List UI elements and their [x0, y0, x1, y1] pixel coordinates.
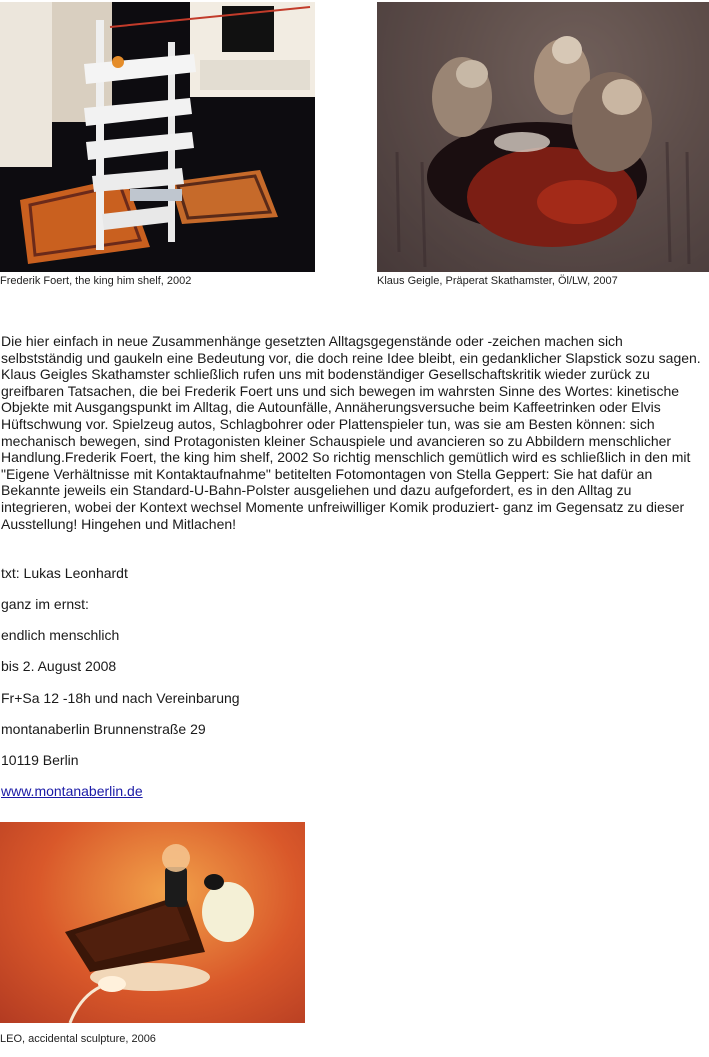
lamp-caption: LEO, accidental sculpture, 2006	[0, 1033, 156, 1045]
exhibition-title: endlich menschlich	[1, 627, 120, 643]
shelf-sculpture-graphic	[0, 2, 315, 272]
lamp-sculpture-graphic	[0, 822, 305, 1023]
venue-address: montanaberlin Brunnenstraße 29	[1, 721, 206, 737]
hamster-painting-graphic	[377, 2, 709, 272]
opening-hours: Fr+Sa 12 -18h und nach Vereinbarung	[1, 690, 240, 706]
shelf-sculpture-photo	[0, 2, 315, 272]
article-author: txt: Lukas Leonhardt	[1, 565, 128, 581]
hamster-painting-photo	[377, 2, 709, 272]
exhibition-subtitle: ganz im ernst:	[1, 596, 89, 612]
website-link[interactable]: www.montanaberlin.de	[1, 783, 143, 799]
exhibition-dates: bis 2. August 2008	[1, 658, 117, 674]
lamp-sculpture-photo	[0, 822, 305, 1023]
article-paragraph: Die hier einfach in neue Zusammenhänge gesetzten Alltagsgegenstände oder -zeichen machen sich selbstständig und gaukeln eine Bedeutung vor, die doch reine Idee bleibt, ein gedanklicher Slapstick sozu sagen. Klaus Geigles Skathamster schließlich rufen uns mit bodenständiger Gesellschaftskritik wieder zurück zu greifbaren Tatsachen, die bei Frederik Foert uns und sich bewegen im wahrsten Sinne des Wortes: kinetische Objekte mit Ausgangspunkt im Alltag, die Autounfälle, Annäherungsversuche beim Kaffeetrinken oder Elvis Hüftschwung vor. Spielzeug autos, Schlagbohrer oder Plattenspieler tun, was sie am Besten können: sich mechanisch bewegen, sind Protagonisten kleiner Schauspiele und avancieren so zu Abbildern menschlicher Handlung.Frederik Foert, the king him shelf, 2002 So richtig menschlich gemütlich wird es schließlich in den mit "Eigene Verhältnisse mit Kontaktaufnahme" betitelten Fotomontagen von Stella Geppert: Sie hat dafür an Bekannte jeweils ein Standard-U-Bahn-Polster ausgeliehen und dazu aufgefordert, es in den Alltag zu integrieren, wobei der Kontext wechsel Momente unfreiwilliger Komik produziert- ganz im Gegensatz zu dieser Ausstellung! Hingehen und Mitlachen!	[1, 333, 701, 532]
hamster-caption: Klaus Geigle, Präperat Skathamster, Öl/LW, 2007	[377, 275, 618, 287]
shelf-caption: Frederik Foert, the king him shelf, 2002	[0, 275, 192, 287]
venue-city: 10119 Berlin	[1, 752, 79, 768]
